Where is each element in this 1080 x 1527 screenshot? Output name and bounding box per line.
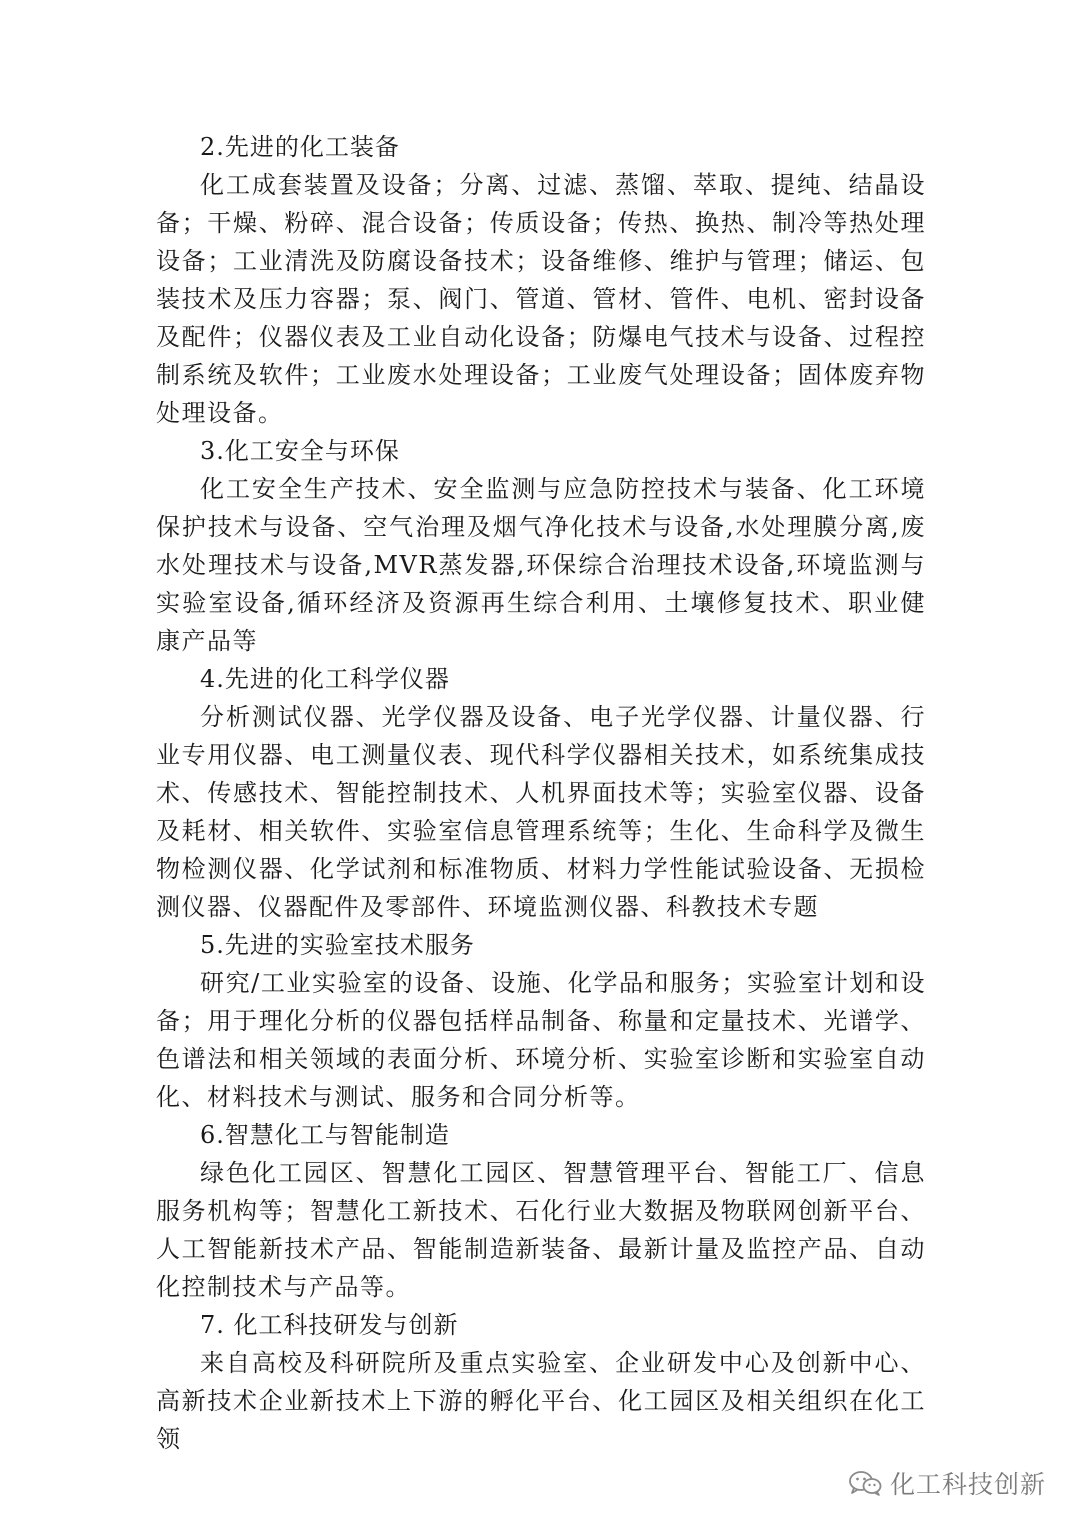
section-rnd-innovation xyxy=(156,1306,926,1458)
section-heading: 2.先进的化工装备 xyxy=(200,133,400,161)
section-paragraph: 来自高校及科研院所及重点实验室、企业研发中心及创新中心、高新技术企业新技术上下游的孵化平台、化工园区及相关组织在化工领 xyxy=(156,1349,926,1453)
section-heading: 3.化工安全与环保 xyxy=(200,437,400,465)
section-heading: 6.智慧化工与智能制造 xyxy=(200,1121,450,1149)
section-paragraph: 化工安全生产技术、安全监测与应急防控技术与装备、化工环境保护技术与设备、空气治理及烟气净化技术与设备,水处理膜分离,废水处理技术与设备,MVR蒸发器,环保综合治理技术设备,环境监测与实验室设备,循环经济及资源再生综合利用、土壤修复技术、职业健康产品等 xyxy=(156,475,926,655)
wechat-icon xyxy=(848,1470,882,1496)
watermark xyxy=(848,1465,1046,1501)
section-paragraph: 分析测试仪器、光学仪器及设备、电子光学仪器、计量仪器、行业专用仪器、电工测量仪表、现代科学仪器相关技术，如系统集成技术、传感技术、智能控制技术、人机界面技术等；实验室仪器、设备及耗材、相关软件、实验室信息管理系统等；生化、生命科学及微生物检测仪器、化学试剂和标准物质、材料力学性能试验设备、无损检测仪器、仪器配件及零部件、环境监测仪器、科教技术专题 xyxy=(156,703,926,921)
section-safety-environment xyxy=(156,432,926,660)
section-lab-services xyxy=(156,926,926,1116)
section-paragraph: 化工成套装置及设备；分离、过滤、蒸馏、萃取、提纯、结晶设备；干燥、粉碎、混合设备；传质设备；传热、换热、制冷等热处理设备；工业清洗及防腐设备技术；设备维修、维护与管理；储运、包装技术及压力容器；泵、阀门、管道、管材、管件、电机、密封设备及配件；仪器仪表及工业自动化设备；防爆电气技术与设备、过程控制系统及软件；工业废水处理设备；工业废气处理设备；固体废弃物处理设备。 xyxy=(156,171,926,427)
section-paragraph: 绿色化工园区、智慧化工园区、智慧管理平台、智能工厂、信息服务机构等；智慧化工新技术、石化行业大数据及物联网创新平台、人工智能新技术产品、智能制造新装备、最新计量及监控产品、自动化控制技术与产品等。 xyxy=(156,1159,926,1301)
section-smart-manufacturing xyxy=(156,1116,926,1306)
document-page xyxy=(156,128,926,1458)
section-scientific-instruments xyxy=(156,660,926,926)
watermark-label: 化工科技创新 xyxy=(889,1470,1046,1499)
section-advanced-equipment xyxy=(156,128,926,432)
section-paragraph: 研究/工业实验室的设备、设施、化学品和服务；实验室计划和设备；用于理化分析的仪器包括样品制备、称量和定量技术、光谱学、色谱法和相关领域的表面分析、环境分析、实验室诊断和实验室自动化、材料技术与测试、服务和合同分析等。 xyxy=(156,969,926,1111)
section-heading: 4.先进的化工科学仪器 xyxy=(200,665,450,693)
section-heading: 5.先进的实验室技术服务 xyxy=(200,931,475,959)
section-heading: 7. 化工科技研发与创新 xyxy=(200,1311,459,1339)
